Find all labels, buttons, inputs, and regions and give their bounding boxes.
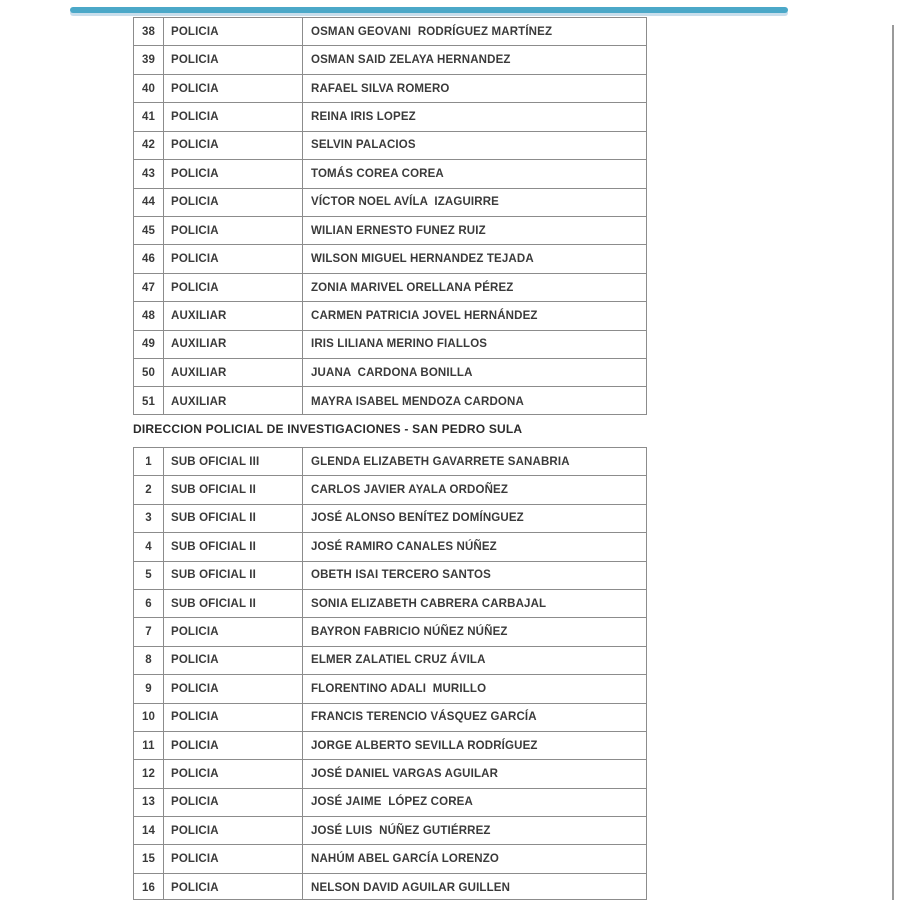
- row-number-cell: 43: [134, 160, 164, 187]
- row-number-cell: 9: [134, 675, 164, 702]
- rank-cell: POLICIA: [164, 132, 303, 159]
- page-right-border: [892, 25, 894, 900]
- name-cell: MAYRA ISABEL MENDOZA CARDONA: [311, 395, 524, 408]
- row-number-cell: 40: [134, 75, 164, 102]
- name-cell: OBETH ISAI TERCERO SANTOS: [311, 569, 491, 582]
- rank-cell: POLICIA: [164, 789, 303, 816]
- rank-cell: SUB OFICIAL II: [164, 505, 303, 532]
- row-number-cell: 12: [134, 760, 164, 787]
- rank-cell: POLICIA: [164, 75, 303, 102]
- rank-cell: AUXILIAR: [164, 331, 303, 358]
- rank-cell: SUB OFICIAL III: [164, 448, 303, 475]
- table-row: [134, 18, 646, 46]
- name-cell: FLORENTINO ADALI MURILLO: [311, 682, 487, 695]
- name-cell: WILIAN ERNESTO FUNEZ RUIZ: [311, 224, 486, 237]
- roster-table-section-1: [133, 17, 647, 415]
- rank-cell: POLICIA: [164, 675, 303, 702]
- table-row: [134, 590, 646, 618]
- rank-cell: AUXILIAR: [164, 302, 303, 329]
- row-number-cell: 11: [134, 732, 164, 759]
- table-row: [134, 217, 646, 245]
- rank-cell: POLICIA: [164, 704, 303, 731]
- name-cell: OSMAN GEOVANI RODRÍGUEZ MARTÍNEZ: [311, 25, 553, 38]
- rank-cell: POLICIA: [164, 817, 303, 844]
- table-row: [134, 704, 646, 732]
- table-row: [134, 359, 646, 387]
- name-cell: ZONIA MARIVEL ORELLANA PÉREZ: [311, 281, 514, 294]
- table-row: [134, 448, 646, 476]
- table-row: [134, 274, 646, 302]
- row-number-cell: 8: [134, 647, 164, 674]
- row-number-cell: 38: [134, 18, 164, 45]
- table-row: [134, 75, 646, 103]
- rank-cell: POLICIA: [164, 732, 303, 759]
- row-number-cell: 42: [134, 132, 164, 159]
- row-number-cell: 5: [134, 562, 164, 589]
- table-row: [134, 789, 646, 817]
- section-header: DIRECCION POLICIAL DE INVESTIGACIONES - SAN PEDRO SULA: [133, 422, 523, 436]
- row-number-cell: 44: [134, 189, 164, 216]
- rank-cell: AUXILIAR: [164, 387, 303, 415]
- row-number-cell: 13: [134, 789, 164, 816]
- name-cell: JUANA CARDONA BONILLA: [311, 366, 473, 379]
- rank-cell: POLICIA: [164, 760, 303, 787]
- table-row: [134, 760, 646, 788]
- row-number-cell: 47: [134, 274, 164, 301]
- rank-cell: SUB OFICIAL II: [164, 562, 303, 589]
- row-number-cell: 10: [134, 704, 164, 731]
- name-cell: VÍCTOR NOEL AVÍLA IZAGUIRRE: [311, 196, 499, 209]
- rank-cell: POLICIA: [164, 217, 303, 244]
- row-number-cell: 45: [134, 217, 164, 244]
- name-cell: REINA IRIS LOPEZ: [311, 110, 416, 123]
- rank-cell: AUXILIAR: [164, 359, 303, 386]
- table-row: [134, 675, 646, 703]
- top-accent-line: [70, 7, 788, 13]
- name-cell: OSMAN SAID ZELAYA HERNANDEZ: [311, 54, 511, 67]
- name-cell: NELSON DAVID AGUILAR GUILLEN: [311, 881, 511, 894]
- table-row: [134, 245, 646, 273]
- row-number-cell: 6: [134, 590, 164, 617]
- name-cell: GLENDA ELIZABETH GAVARRETE SANABRIA: [311, 455, 570, 468]
- rank-cell: POLICIA: [164, 160, 303, 187]
- row-number-cell: 49: [134, 331, 164, 358]
- rank-cell: POLICIA: [164, 647, 303, 674]
- name-cell: JOSÉ DANIEL VARGAS AGUILAR: [311, 767, 499, 780]
- row-number-cell: 50: [134, 359, 164, 386]
- table-row: [134, 160, 646, 188]
- name-cell: FRANCIS TERENCIO VÁSQUEZ GARCÍA: [311, 711, 537, 724]
- rank-cell: SUB OFICIAL II: [164, 533, 303, 560]
- table-row: [134, 845, 646, 873]
- row-number-cell: 1: [134, 448, 164, 475]
- name-cell: RAFAEL SILVA ROMERO: [311, 82, 450, 95]
- name-cell: ELMER ZALATIEL CRUZ ÁVILA: [311, 654, 486, 667]
- row-number-cell: 41: [134, 103, 164, 130]
- rank-cell: POLICIA: [164, 845, 303, 872]
- rank-cell: POLICIA: [164, 18, 303, 45]
- table-row: [134, 387, 646, 415]
- table-row: [134, 817, 646, 845]
- name-cell: CARLOS JAVIER AYALA ORDOÑEZ: [311, 484, 509, 497]
- table-row: [134, 732, 646, 760]
- row-number-cell: 15: [134, 845, 164, 872]
- table-row: [134, 331, 646, 359]
- row-number-cell: 51: [134, 387, 164, 415]
- name-cell: SONIA ELIZABETH CABRERA CARBAJAL: [311, 597, 547, 610]
- row-number-cell: 14: [134, 817, 164, 844]
- row-number-cell: 2: [134, 476, 164, 503]
- name-cell: SELVIN PALACIOS: [311, 139, 416, 152]
- table-row: [134, 302, 646, 330]
- name-cell: WILSON MIGUEL HERNANDEZ TEJADA: [311, 253, 534, 266]
- name-cell: TOMÁS COREA COREA: [311, 167, 444, 180]
- row-number-cell: 16: [134, 874, 164, 900]
- name-cell: JOSÉ JAIME LÓPEZ COREA: [311, 796, 473, 809]
- name-cell: JOSÉ ALONSO BENÍTEZ DOMÍNGUEZ: [311, 512, 524, 525]
- row-number-cell: 7: [134, 618, 164, 645]
- rank-cell: SUB OFICIAL II: [164, 476, 303, 503]
- table-row: [134, 647, 646, 675]
- name-cell: IRIS LILIANA MERINO FIALLOS: [311, 338, 488, 351]
- rank-cell: POLICIA: [164, 618, 303, 645]
- rank-cell: POLICIA: [164, 874, 303, 900]
- roster-table-section-2: [133, 447, 647, 900]
- row-number-cell: 3: [134, 505, 164, 532]
- name-cell: CARMEN PATRICIA JOVEL HERNÁNDEZ: [311, 309, 538, 322]
- table-row: [134, 103, 646, 131]
- row-number-cell: 4: [134, 533, 164, 560]
- row-number-cell: 39: [134, 46, 164, 73]
- table-row: [134, 618, 646, 646]
- table-row: [134, 562, 646, 590]
- name-cell: BAYRON FABRICIO NÚÑEZ NÚÑEZ: [311, 626, 508, 639]
- rank-cell: POLICIA: [164, 189, 303, 216]
- table-row: [134, 533, 646, 561]
- rank-cell: POLICIA: [164, 103, 303, 130]
- rank-cell: POLICIA: [164, 245, 303, 272]
- table-row: [134, 132, 646, 160]
- row-number-cell: 48: [134, 302, 164, 329]
- name-cell: JOSÉ LUIS NÚÑEZ GUTIÉRREZ: [311, 824, 491, 837]
- table-row: [134, 189, 646, 217]
- table-row: [134, 874, 646, 900]
- table-row: [134, 46, 646, 74]
- table-row: [134, 476, 646, 504]
- rank-cell: SUB OFICIAL II: [164, 590, 303, 617]
- row-number-cell: 46: [134, 245, 164, 272]
- rank-cell: POLICIA: [164, 46, 303, 73]
- name-cell: JOSÉ RAMIRO CANALES NÚÑEZ: [311, 540, 497, 553]
- table-row: [134, 505, 646, 533]
- name-cell: JORGE ALBERTO SEVILLA RODRÍGUEZ: [311, 739, 538, 752]
- rank-cell: POLICIA: [164, 274, 303, 301]
- name-cell: NAHÚM ABEL GARCÍA LORENZO: [311, 853, 499, 866]
